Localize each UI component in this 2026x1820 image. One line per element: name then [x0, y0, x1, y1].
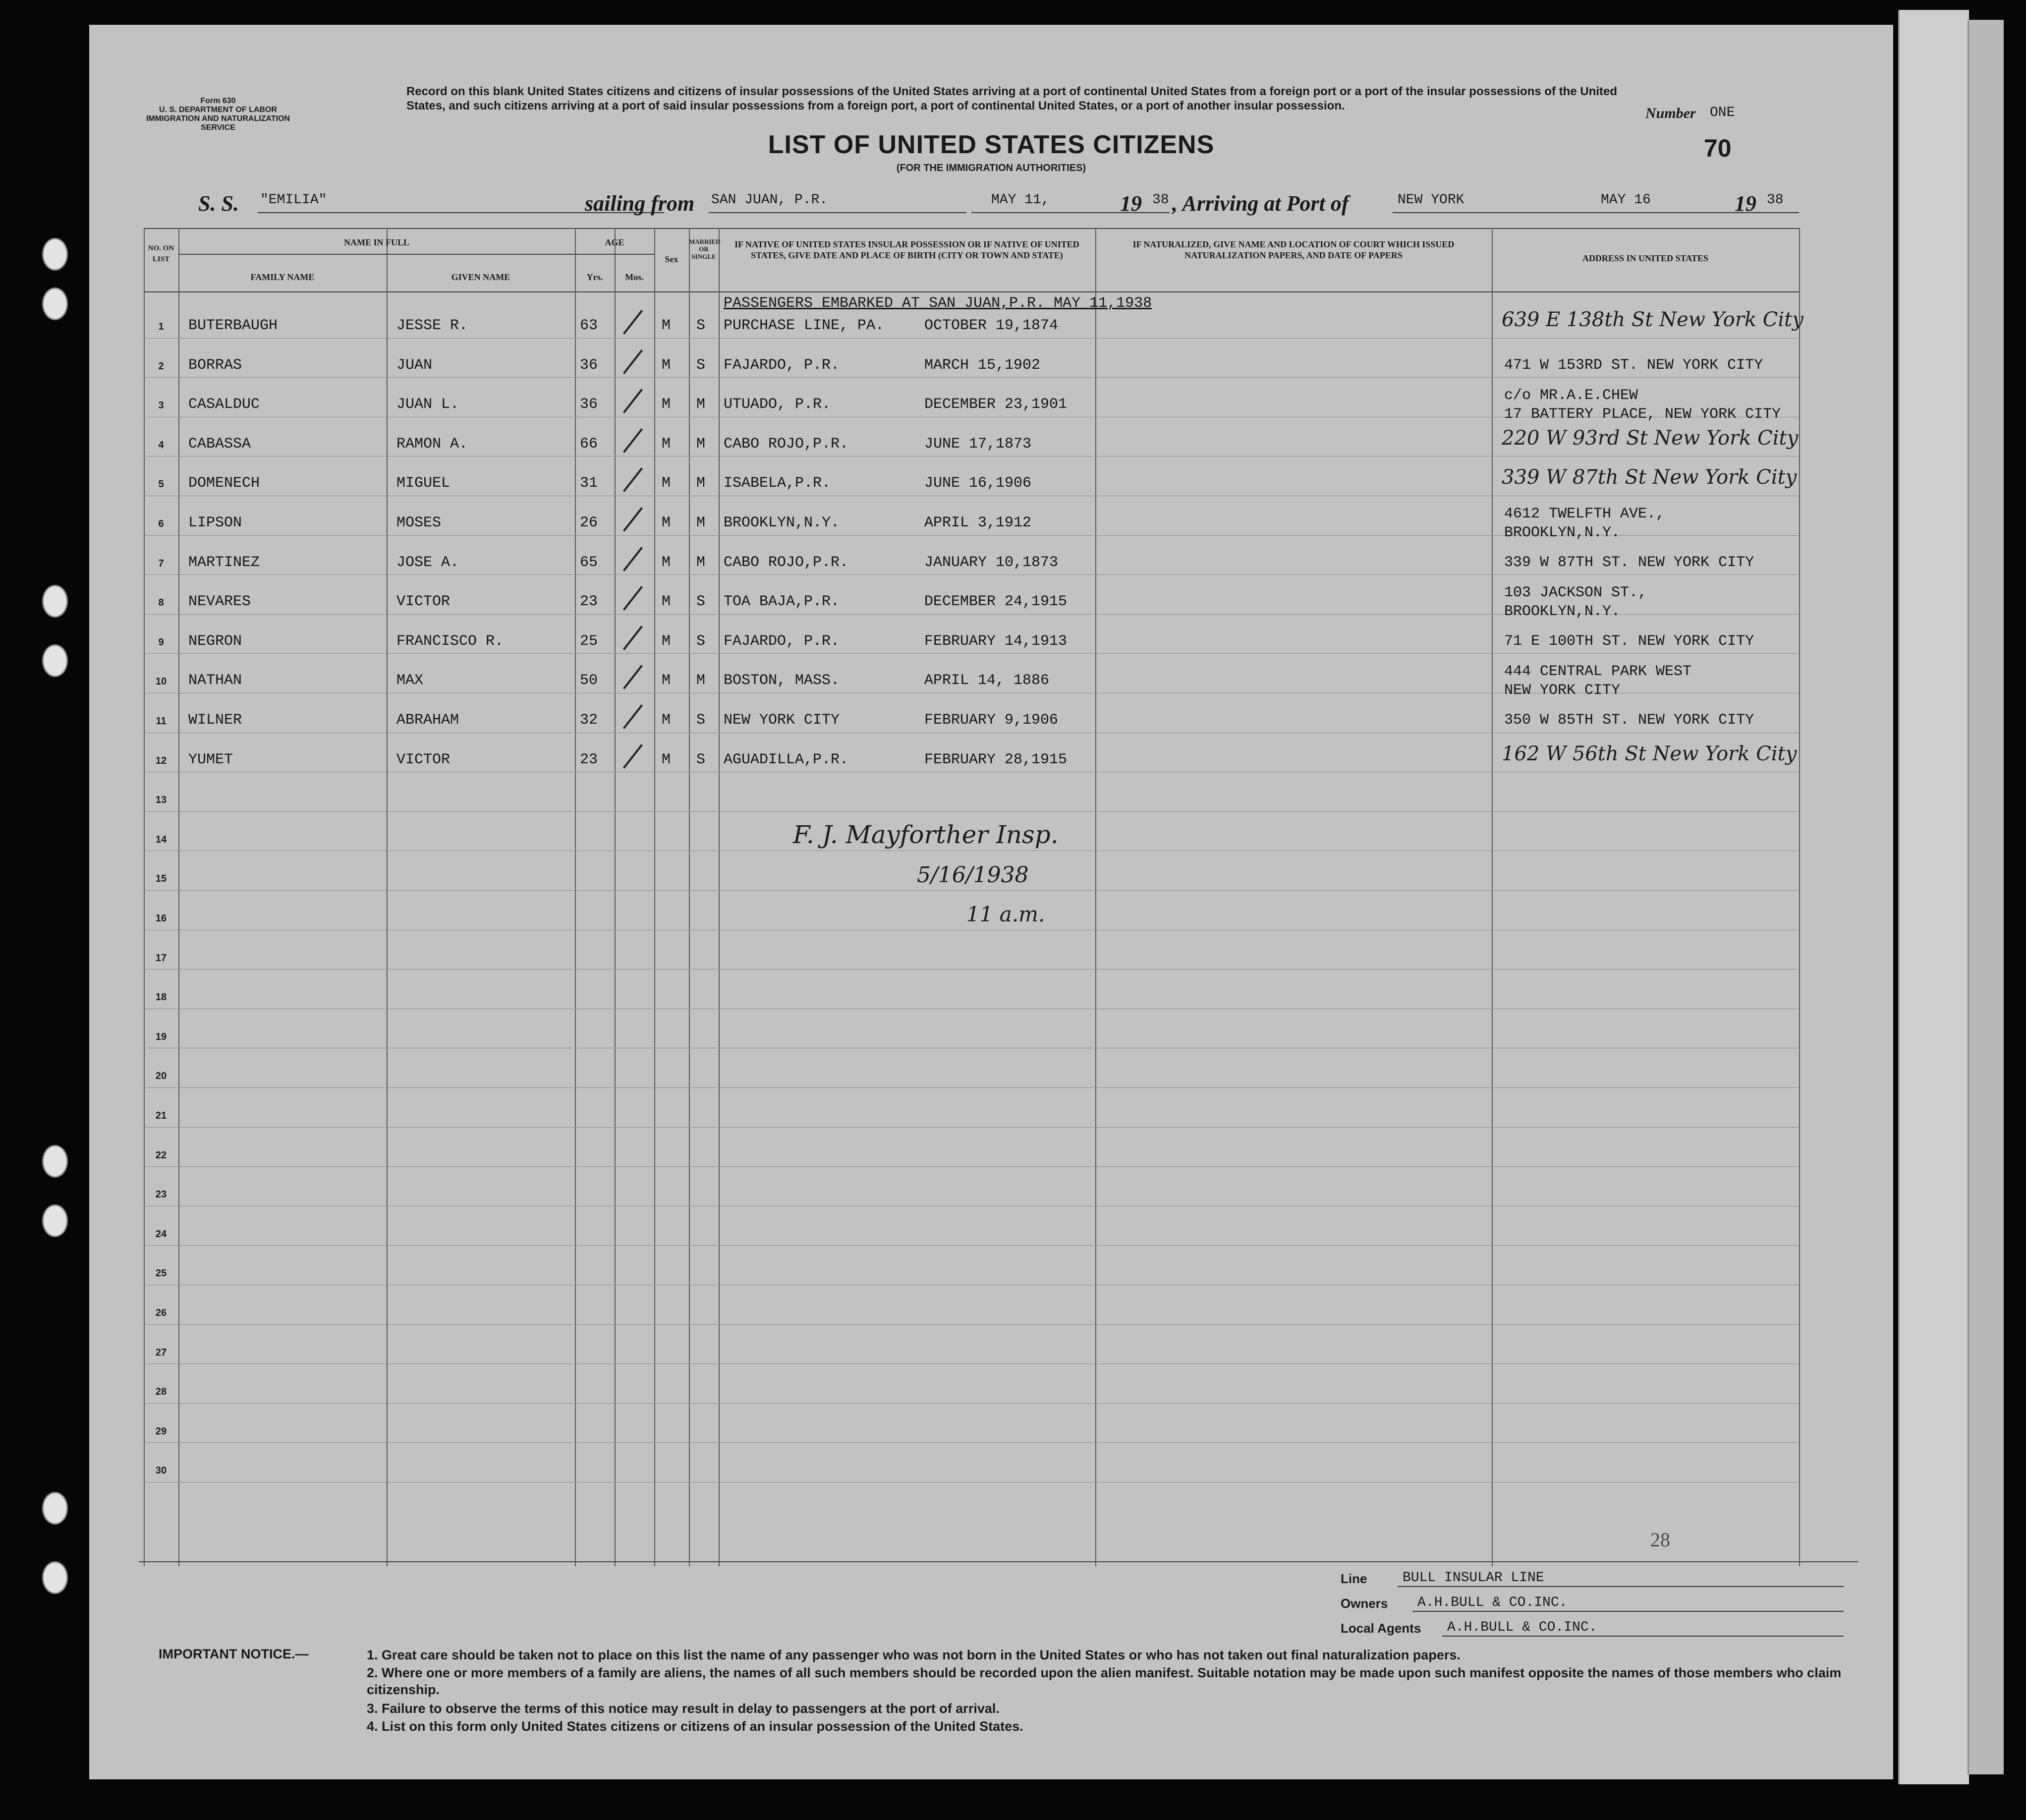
header-address: ADDRESS IN UNITED STATES	[1582, 253, 1708, 263]
row-number: 2	[158, 360, 164, 372]
passenger-birthplace: FAJARDO, P.R.	[724, 632, 840, 650]
passenger-sex: M	[662, 396, 671, 413]
passenger-birthplace: FAJARDO, P.R.	[724, 356, 840, 374]
passenger-family-name: NEGRON	[188, 632, 242, 650]
passenger-sex: M	[662, 435, 671, 453]
notice-item: 4. List on this form only United States citizens or citizens of an insular possession of the United States.	[367, 1719, 1023, 1734]
row-rule	[144, 811, 1799, 812]
form-instructions: Record on this blank United States citizens and citizens of insular possessions of the United States arriving at a port of continental United States from a foreign port or a port of the insular possessions of the United States, and such citizens arriving at a port of said insular possessions from a foreign port, a port of continental United States, or a port of another insular possession.	[406, 85, 1618, 113]
passenger-marital-status: M	[696, 396, 706, 413]
passenger-given-name: JUAN L.	[396, 396, 459, 413]
inspector-date: 5/16/1938	[917, 862, 1029, 888]
header-sex: Sex	[665, 254, 678, 264]
passenger-table	[144, 228, 1803, 1566]
notice-title: IMPORTANT NOTICE.—	[159, 1647, 309, 1661]
passenger-given-name: JOSE A.	[396, 554, 459, 571]
passenger-birthplace: NEW YORK CITY	[724, 712, 840, 729]
row-rule	[144, 1245, 1799, 1246]
form-id-block	[144, 97, 292, 132]
check-mark	[623, 389, 643, 413]
col-rule	[144, 228, 145, 1566]
ship-name: "EMILIA"	[260, 192, 327, 208]
table-top-rule	[144, 228, 1799, 229]
col-rule	[178, 228, 179, 1566]
form-title: LIST OF UNITED STATES CITIZENS	[768, 130, 1215, 159]
passenger-marital-status: S	[696, 593, 706, 611]
passenger-age-years: 31	[580, 475, 598, 492]
col-rule	[575, 228, 576, 1566]
inspector-signature: F. J. Mayforther Insp.	[793, 820, 1059, 849]
passenger-family-name: LIPSON	[188, 514, 242, 531]
passenger-age-years: 25	[580, 632, 598, 650]
passenger-age-years: 23	[580, 593, 598, 611]
passenger-sex: M	[662, 356, 671, 374]
passenger-address: 220 W 93rd St New York City	[1502, 426, 1799, 450]
row-rule	[144, 1127, 1799, 1128]
department-name: U. S. DEPARTMENT OF LABOR	[159, 106, 277, 114]
passenger-age-years: 26	[580, 514, 598, 531]
row-number: 19	[155, 1031, 167, 1042]
row-rule	[144, 1442, 1799, 1443]
arrival-date: MAY 16	[1601, 192, 1651, 208]
service-name: IMMIGRATION AND NATURALIZATION SERVICE	[146, 114, 290, 132]
passenger-marital-status: M	[696, 435, 706, 453]
header-given-name: GIVEN NAME	[451, 272, 510, 282]
passenger-birthdate: DECEMBER 23,1901	[924, 396, 1068, 413]
passenger-given-name: JUAN	[396, 356, 433, 374]
passenger-address: 444 CENTRAL PARK WEST	[1504, 663, 1692, 681]
departure-year-prefix: 19	[1120, 191, 1142, 216]
row-number: 1	[158, 321, 164, 332]
notice-item: 3. Failure to observe the terms of this notice may result in delay to passengers at the port of arrival.	[367, 1701, 1000, 1716]
passenger-birthdate: FEBRUARY 28,1915	[924, 751, 1068, 768]
passenger-family-name: DOMENECH	[188, 475, 260, 492]
passenger-given-name: RAMON A.	[396, 435, 468, 453]
row-number: 8	[158, 597, 164, 609]
passenger-given-name: ABRAHAM	[396, 712, 459, 729]
passenger-marital-status: S	[696, 751, 706, 768]
row-number: 14	[155, 834, 167, 845]
passenger-address: 350 W 85TH ST. NEW YORK CITY	[1504, 712, 1754, 729]
passenger-address: 639 E 138th St New York City	[1502, 308, 1803, 331]
header-married-single: MARRIED OR SINGLE	[689, 238, 721, 260]
form-subtitle: (FOR THE IMMIGRATION AUTHORITIES)	[896, 163, 1086, 173]
row-number: 5	[158, 479, 164, 490]
line-rule	[1398, 1586, 1844, 1587]
row-number: 22	[155, 1149, 167, 1161]
passenger-age-years: 63	[580, 317, 598, 334]
agents-value: A.H.BULL & CO.INC.	[1447, 1620, 1597, 1635]
passenger-age-years: 36	[580, 356, 598, 374]
passenger-age-years: 50	[580, 672, 598, 689]
passenger-birthdate: MARCH 15,1902	[924, 356, 1041, 374]
passenger-family-name: WILNER	[188, 712, 242, 729]
notice-item: 1. Great care should be taken not to place on this list the name of any passenger who was not born in the United States or who has not taken out final naturalization papers.	[367, 1648, 1461, 1662]
col-rule	[719, 228, 720, 1566]
passenger-birthplace: AGUADILLA,P.R.	[724, 751, 849, 768]
header-months: Mos.	[625, 272, 644, 282]
row-number: 27	[155, 1347, 167, 1358]
check-mark	[623, 468, 643, 493]
row-number: 20	[155, 1071, 167, 1082]
row-number: 13	[155, 795, 167, 806]
check-mark	[623, 665, 643, 690]
passenger-family-name: NEVARES	[188, 593, 251, 611]
passenger-address: 339 W 87TH ST. NEW YORK CITY	[1504, 554, 1754, 571]
passenger-family-name: BORRAS	[188, 356, 242, 374]
check-mark	[623, 626, 643, 650]
passenger-address: 4612 TWELFTH AVE.,	[1504, 506, 1665, 522]
passenger-birthplace: BOSTON, MASS.	[724, 672, 840, 689]
adjacent-page-edge	[1898, 10, 1969, 1784]
row-rule	[144, 1403, 1799, 1404]
passenger-sex: M	[662, 712, 671, 729]
inspector-time: 11 a.m.	[966, 902, 1045, 926]
passenger-family-name: CASALDUC	[188, 396, 260, 413]
page-number: 70	[1704, 134, 1732, 162]
passenger-sex: M	[662, 751, 671, 768]
passenger-given-name: FRANCISCO R.	[396, 632, 504, 650]
punch-hole	[42, 585, 68, 618]
row-number: 24	[155, 1228, 167, 1240]
passenger-marital-status: S	[696, 356, 706, 374]
row-rule	[144, 1087, 1799, 1088]
name-age-subrule	[178, 254, 654, 255]
passenger-marital-status: M	[696, 554, 706, 571]
row-number: 28	[155, 1386, 167, 1398]
passenger-marital-status: M	[696, 514, 706, 531]
passenger-birthplace: CABO ROJO,P.R.	[724, 435, 849, 453]
passenger-family-name: MARTINEZ	[188, 554, 260, 571]
row-number: 17	[155, 952, 167, 964]
form-number: Form 630	[200, 97, 236, 105]
passenger-birthplace: UTUADO, P.R.	[724, 396, 831, 413]
punch-hole	[42, 644, 68, 677]
passenger-sex: M	[662, 593, 671, 611]
passenger-birthplace: CABO ROJO,P.R.	[724, 554, 849, 571]
departure-year: 38	[1152, 192, 1169, 208]
passenger-birthdate: DECEMBER 24,1915	[924, 593, 1068, 611]
row-number: 9	[158, 636, 164, 648]
col-rule	[689, 228, 690, 1566]
row-number: 30	[155, 1465, 167, 1477]
passenger-sex: M	[662, 672, 671, 689]
passenger-sex: M	[662, 554, 671, 571]
line-value: BULL INSULAR LINE	[1403, 1570, 1544, 1586]
arriving-label: , Arriving at Port of	[1172, 191, 1349, 216]
passenger-sex: M	[662, 514, 671, 531]
passenger-age-years: 36	[580, 396, 598, 413]
row-rule	[144, 1324, 1799, 1325]
row-rule	[144, 653, 1799, 654]
check-mark	[623, 310, 643, 335]
header-years: Yrs.	[586, 272, 603, 282]
passenger-marital-status: M	[696, 475, 706, 492]
row-number: 29	[155, 1425, 167, 1437]
line-label: Line	[1341, 1571, 1367, 1586]
passenger-birthdate: JANUARY 10,1873	[924, 554, 1059, 571]
row-number: 11	[156, 716, 167, 727]
row-number: 23	[155, 1189, 167, 1200]
passenger-sex: M	[662, 632, 671, 650]
col-rule	[1492, 228, 1493, 1566]
passenger-address: 162 W 56th St New York City	[1502, 742, 1797, 765]
passenger-address: 71 E 100TH ST. NEW YORK CITY	[1504, 632, 1754, 650]
passenger-given-name: VICTOR	[396, 751, 450, 768]
passenger-given-name: VICTOR	[396, 593, 450, 611]
owners-value: A.H.BULL & CO.INC.	[1417, 1595, 1568, 1610]
adjacent-page-edge-2	[1968, 20, 2004, 1774]
check-mark	[623, 586, 643, 611]
passenger-family-name: YUMET	[188, 751, 233, 768]
passenger-marital-status: S	[696, 632, 706, 650]
row-number: 6	[158, 518, 164, 529]
header-age: AGE	[605, 237, 624, 247]
col-rule	[1799, 228, 1800, 1566]
punch-hole	[42, 1492, 68, 1525]
row-number: 4	[158, 439, 164, 451]
passenger-birthdate: APRIL 3,1912	[924, 514, 1032, 531]
row-number: 15	[155, 873, 167, 885]
passenger-address-line-2: NEW YORK CITY	[1504, 682, 1621, 699]
row-rule	[144, 890, 1799, 891]
owners-rule	[1412, 1611, 1844, 1612]
passenger-sex: M	[662, 475, 671, 492]
passenger-given-name: JESSE R.	[396, 317, 468, 334]
col-rule	[387, 228, 388, 1566]
agents-rule	[1442, 1636, 1844, 1637]
row-rule	[144, 1166, 1799, 1167]
footer-rule	[139, 1561, 1858, 1562]
section-note: PASSENGERS EMBARKED AT SAN JUAN,P.R. MAY 11,1938	[724, 295, 1152, 312]
passenger-family-name: BUTERBAUGH	[188, 317, 278, 334]
passenger-birthdate: FEBRUARY 14,1913	[924, 632, 1068, 650]
passenger-marital-status: M	[696, 672, 706, 689]
notice-item: 2. Where one or more members of a family are aliens, the names of all such members should be recorded upon the alien manifest. Suitable notation may be made upon such manifest opposite the names of those members who claim citizenship.	[367, 1665, 1842, 1697]
check-mark	[623, 744, 643, 769]
row-number: 26	[155, 1308, 167, 1318]
arrival-year: 38	[1767, 192, 1784, 208]
passenger-birthdate: OCTOBER 19,1874	[924, 317, 1059, 334]
row-number: 25	[155, 1268, 167, 1279]
row-number: 18	[155, 992, 167, 1003]
header-native: IF NATIVE OF UNITED STATES INSULAR POSSESSION OR IF NATIVE OF UNITED STATES, GIVE DATE AND PLACE OF BIRTH (CITY OR TOWN AND STATE)	[734, 239, 1079, 260]
row-rule	[144, 338, 1799, 339]
row-number: 21	[155, 1110, 167, 1121]
passenger-birthplace: BROOKLYN,N.Y.	[724, 514, 840, 531]
row-rule	[144, 574, 1799, 575]
row-rule	[144, 377, 1799, 378]
row-number: 3	[158, 400, 164, 411]
row-number: 7	[158, 558, 164, 569]
departure-port: SAN JUAN, P.R.	[711, 192, 828, 208]
passenger-marital-status: S	[696, 712, 706, 729]
punch-hole	[42, 238, 68, 271]
check-mark	[623, 428, 643, 453]
passenger-birthplace: PURCHASE LINE, PA.	[724, 317, 885, 334]
passenger-birthdate: FEBRUARY 9,1906	[924, 712, 1059, 729]
passenger-given-name: MAX	[396, 672, 424, 689]
passenger-sex: M	[662, 317, 671, 334]
passenger-address-line-2: BROOKLYN,N.Y.	[1504, 603, 1621, 621]
col-rule	[654, 228, 655, 1566]
passenger-address: 471 W 153RD ST. NEW YORK CITY	[1504, 356, 1763, 374]
table-header-bottom-rule	[144, 291, 1799, 292]
passenger-age-years: 65	[580, 554, 598, 571]
passenger-birthdate: JUNE 17,1873	[924, 435, 1032, 453]
check-mark	[623, 507, 643, 532]
departure-date: MAY 11,	[991, 192, 1050, 208]
passenger-age-years: 32	[580, 712, 598, 729]
departure-port-rule	[709, 212, 966, 213]
header-family-name: FAMILY NAME	[250, 272, 315, 282]
row-number: 16	[155, 913, 167, 924]
sailing-label: sailing from	[585, 191, 695, 216]
stamp-number: 28	[1650, 1529, 1670, 1551]
passenger-family-name: CABASSA	[188, 435, 251, 453]
passenger-address-line-2: 17 BATTERY PLACE, NEW YORK CITY	[1504, 406, 1781, 423]
manifest-page	[89, 25, 1893, 1779]
passenger-family-name: NATHAN	[188, 672, 242, 689]
list-number-value: ONE	[1710, 105, 1735, 120]
passenger-age-years: 66	[580, 435, 598, 453]
arrival-port: NEW YORK	[1398, 192, 1464, 208]
passenger-birthdate: APRIL 14, 1886	[924, 672, 1050, 689]
header-no: NO. ON LIST	[148, 244, 174, 263]
check-mark	[623, 547, 643, 571]
punch-hole	[42, 1145, 68, 1178]
passenger-address-line-2: BROOKLYN,N.Y.	[1504, 524, 1621, 541]
passenger-address: 103 JACKSON ST.,	[1504, 584, 1647, 602]
passenger-birthdate: JUNE 16,1906	[924, 475, 1032, 492]
row-number: 10	[155, 676, 167, 687]
passenger-marital-status: S	[696, 317, 706, 334]
passenger-address: c/o MR.A.E.CHEW	[1504, 387, 1638, 404]
punch-hole	[42, 287, 68, 320]
passenger-given-name: MOSES	[396, 514, 442, 531]
punch-hole	[42, 1204, 68, 1237]
list-number-label: Number	[1645, 105, 1696, 121]
owners-label: Owners	[1341, 1596, 1388, 1611]
check-mark	[623, 349, 643, 374]
header-name-in-full: NAME IN FULL	[343, 237, 409, 247]
passenger-birthplace: ISABELA,P.R.	[724, 475, 831, 492]
passenger-address: 339 W 87th St New York City	[1502, 466, 1797, 489]
passenger-given-name: MIGUEL	[396, 475, 450, 492]
check-mark	[623, 704, 643, 729]
passenger-birthplace: TOA BAJA,P.R.	[724, 593, 840, 611]
col-rule	[615, 228, 616, 1566]
col-rule	[1095, 228, 1096, 1566]
header-naturalized: IF NATURALIZED, GIVE NAME AND LOCATION OF COURT WHICH ISSUED NATURALIZATION PAPERS, AND DATE OF PAPERS	[1132, 239, 1455, 260]
passenger-age-years: 23	[580, 751, 598, 768]
ss-label: S. S.	[198, 191, 239, 216]
agents-label: Local Agents	[1341, 1621, 1421, 1636]
row-number: 12	[155, 755, 167, 766]
arrival-year-prefix: 19	[1735, 191, 1756, 216]
punch-hole	[42, 1561, 68, 1594]
